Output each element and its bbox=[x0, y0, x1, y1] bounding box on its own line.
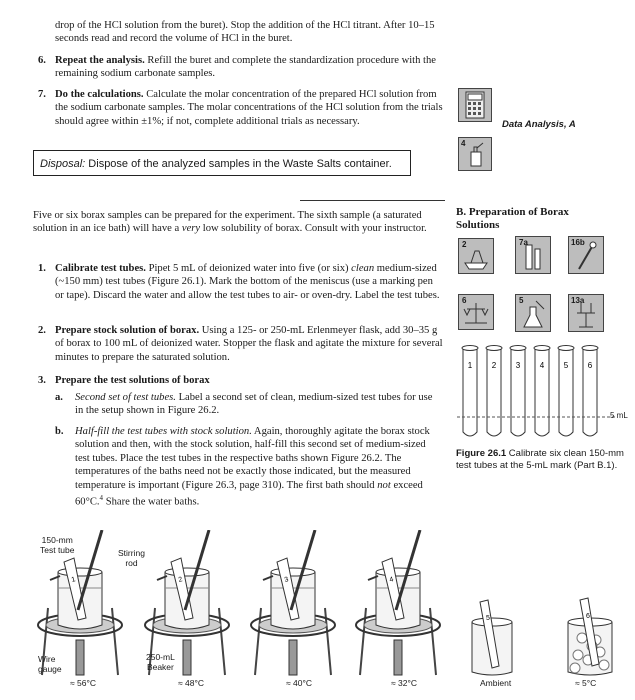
icon-16b-label: 16b bbox=[571, 238, 585, 247]
temp-bath-3: ≈ 40°C bbox=[286, 678, 313, 688]
burner bbox=[289, 640, 297, 675]
label-stirring-rod: Stirring rod bbox=[118, 548, 145, 568]
pipet-icon bbox=[568, 236, 604, 274]
step-7-title: Do the calculations. bbox=[55, 89, 144, 100]
disposal-box bbox=[33, 150, 411, 176]
step-b1-title: Calibrate test tubes. bbox=[55, 263, 146, 274]
step-b1-emphasis: clean bbox=[351, 263, 375, 274]
footnote-marker: 4 bbox=[99, 494, 104, 503]
figure-26-1-caption bbox=[456, 448, 626, 472]
step-b3b-text-b: exceed 60°C. bbox=[75, 479, 423, 508]
icon-6-label: 6 bbox=[462, 296, 467, 305]
balance-icon bbox=[458, 294, 494, 330]
intro-emphasis: very bbox=[181, 223, 201, 235]
step-7-text: Calculate the molar concentration of the prepared HCl solution from the sodium carbonate samples. The molar concentrations of the HCl solution from the trials should agree within ±1%; if not, complete additional trials as necessary. bbox=[55, 89, 443, 127]
data-analysis-label: Data Analysis, A bbox=[502, 119, 576, 130]
step-6-number: 6. bbox=[38, 55, 46, 66]
wash-bottle-icon bbox=[458, 137, 492, 171]
test-tube-number: 3 bbox=[283, 576, 290, 584]
temp-bath-4: ≈ 32°C bbox=[391, 678, 418, 688]
tube-number: 6 bbox=[587, 361, 593, 370]
temp-bath-6: ≈ 5°C bbox=[575, 678, 597, 688]
icon-13a-label: 13a bbox=[571, 296, 585, 305]
temp-bath-2: ≈ 48°C bbox=[178, 678, 205, 688]
label-beaker: 250-mL Beaker bbox=[146, 652, 175, 672]
section-divider bbox=[300, 200, 445, 201]
step-b3b-text-c: Share the water baths. bbox=[103, 496, 200, 508]
step-6-text: Refill the buret and complete the standardization procedure with the remaining sodium carbonate samples. bbox=[55, 55, 436, 80]
figure-26-1-tubes bbox=[455, 340, 633, 445]
ice-cube bbox=[577, 633, 587, 643]
tube-rim bbox=[534, 346, 550, 351]
label-test-tube: 150-mm Test tube bbox=[40, 535, 75, 555]
ice-cube bbox=[570, 663, 580, 673]
step-b2 bbox=[38, 324, 443, 364]
step-7-number: 7. bbox=[38, 89, 46, 100]
step-b1-number: 1. bbox=[38, 263, 46, 274]
temp-bath-1: ≈ 56°C bbox=[70, 678, 97, 688]
test-tube-number: 4 bbox=[388, 576, 395, 584]
step-b3b-title: Half-fill the test tubes with stock solution. bbox=[75, 426, 252, 437]
icon-5-label: 5 bbox=[519, 296, 524, 305]
step-b1 bbox=[38, 262, 443, 302]
ice-cube bbox=[599, 660, 609, 670]
ice-cube bbox=[573, 650, 583, 660]
burner bbox=[183, 640, 191, 675]
tube-rim bbox=[558, 346, 574, 351]
graduated-cylinder-icon bbox=[515, 236, 551, 274]
intro-text-b: low solubility of borax. Consult with your instructor. bbox=[200, 223, 427, 235]
step-b3a-text: Label a second set of clean, medium-sized test tubes for use in the setup shown in Figure 26.2. bbox=[75, 392, 433, 417]
icon-4-label: 4 bbox=[461, 139, 466, 148]
test-tube-number: 2 bbox=[177, 576, 184, 584]
tube-number: 4 bbox=[539, 361, 545, 370]
tube-rim bbox=[486, 346, 502, 351]
mark-label: 5 mL bbox=[610, 411, 628, 420]
step-b1-text-b: medium-sized (~150 mm) test tubes (Figure 26.1). Mark the bottom of the meniscus (use a marking pen or tape). Discard the water and allow the test tubes to air- or oven-dry. Label the test tubes. bbox=[55, 263, 440, 301]
section-b-intro bbox=[33, 209, 443, 236]
step-b3b bbox=[55, 425, 443, 509]
step-b3a-title: Second set of test tubes. bbox=[75, 392, 176, 403]
burner bbox=[76, 640, 84, 675]
flask-setup-icon bbox=[458, 238, 494, 274]
burner bbox=[394, 640, 402, 675]
beaker-rim bbox=[165, 568, 209, 576]
step-b3b-letter: b. bbox=[55, 426, 64, 437]
step-b2-number: 2. bbox=[38, 325, 46, 336]
step-b3b-emphasis: not bbox=[377, 479, 391, 491]
caption-text: Calibrate six clean 150-mm test tubes at the 5-mL mark (Part B.1). bbox=[456, 448, 624, 471]
beaker-rim bbox=[271, 568, 315, 576]
label-wire-gauge: Wire gauge bbox=[38, 654, 62, 674]
step-b3 bbox=[38, 374, 443, 387]
test-tube-number: 1 bbox=[70, 576, 77, 584]
calculator-icon bbox=[458, 88, 492, 122]
tube-rim bbox=[582, 346, 598, 351]
step-b3a-letter: a. bbox=[55, 392, 63, 403]
tube-rim bbox=[462, 346, 478, 351]
temp-bath-5: Ambient bbox=[480, 678, 512, 688]
step-b3a bbox=[55, 391, 443, 418]
step-6 bbox=[38, 54, 443, 81]
step-b1-text-a: Pipet 5 mL of deionized water into five (or six) bbox=[145, 263, 352, 274]
section-b-title: B. Preparation of Borax Solutions bbox=[456, 206, 569, 231]
heating-setup-icon bbox=[568, 294, 604, 332]
icon-7a-label: 7a bbox=[519, 238, 528, 247]
step-6-title: Repeat the analysis. bbox=[55, 55, 145, 66]
step-b3-title: Prepare the test solutions of borax bbox=[55, 375, 210, 386]
erlenmeyer-icon bbox=[515, 294, 551, 332]
caption-title: Figure 26.1 bbox=[456, 448, 507, 459]
tube-number: 3 bbox=[515, 361, 521, 370]
disposal-label: Disposal: bbox=[40, 158, 86, 170]
beaker-rim bbox=[58, 568, 102, 576]
step-b3b-text-a: Again, thoroughly agitate the borax stock solution and then, with the stock solution, half-fill this second set of medium-sized test tubes. Place the test tubes in the respective baths shown Figure 26.2. The temperatures of the baths need not be exactly those indicated, but the measured temperature is important (Figure 26.3, page 310). The first bath should bbox=[75, 426, 430, 491]
tube-number: 1 bbox=[467, 361, 473, 370]
icon-2-label: 2 bbox=[462, 240, 467, 249]
disposal-text: Dispose of the analyzed samples in the Waste Salts container. bbox=[85, 158, 392, 170]
test-tube-number: 5 bbox=[486, 615, 490, 622]
step-b2-title: Prepare stock solution of borax. bbox=[55, 325, 200, 336]
step-b3-number: 3. bbox=[38, 375, 46, 386]
tube-number: 2 bbox=[491, 361, 497, 370]
step-7 bbox=[38, 88, 443, 128]
continued-paragraph: drop of the HCl solution from the buret). Stop the addition of the HCl titrant. After 10–15 seconds read and record the volume of HCl in the buret. bbox=[55, 20, 435, 45]
step-b2-text: Using a 125- or 250-mL Erlenmeyer flask, add 30–35 g of borax to 100 mL of deionized water. Stopper the flask and agitate the mixture for several minutes to prepare the saturated solution. bbox=[55, 325, 443, 363]
beaker-rim bbox=[376, 568, 420, 576]
tube-number: 5 bbox=[563, 361, 569, 370]
intro-text-a: Five or six borax samples can be prepared for the experiment. The sixth sample (a saturated solution in an ice bath) will have a bbox=[33, 210, 422, 235]
test-tube-number: 6 bbox=[586, 613, 590, 620]
tube-rim bbox=[510, 346, 526, 351]
